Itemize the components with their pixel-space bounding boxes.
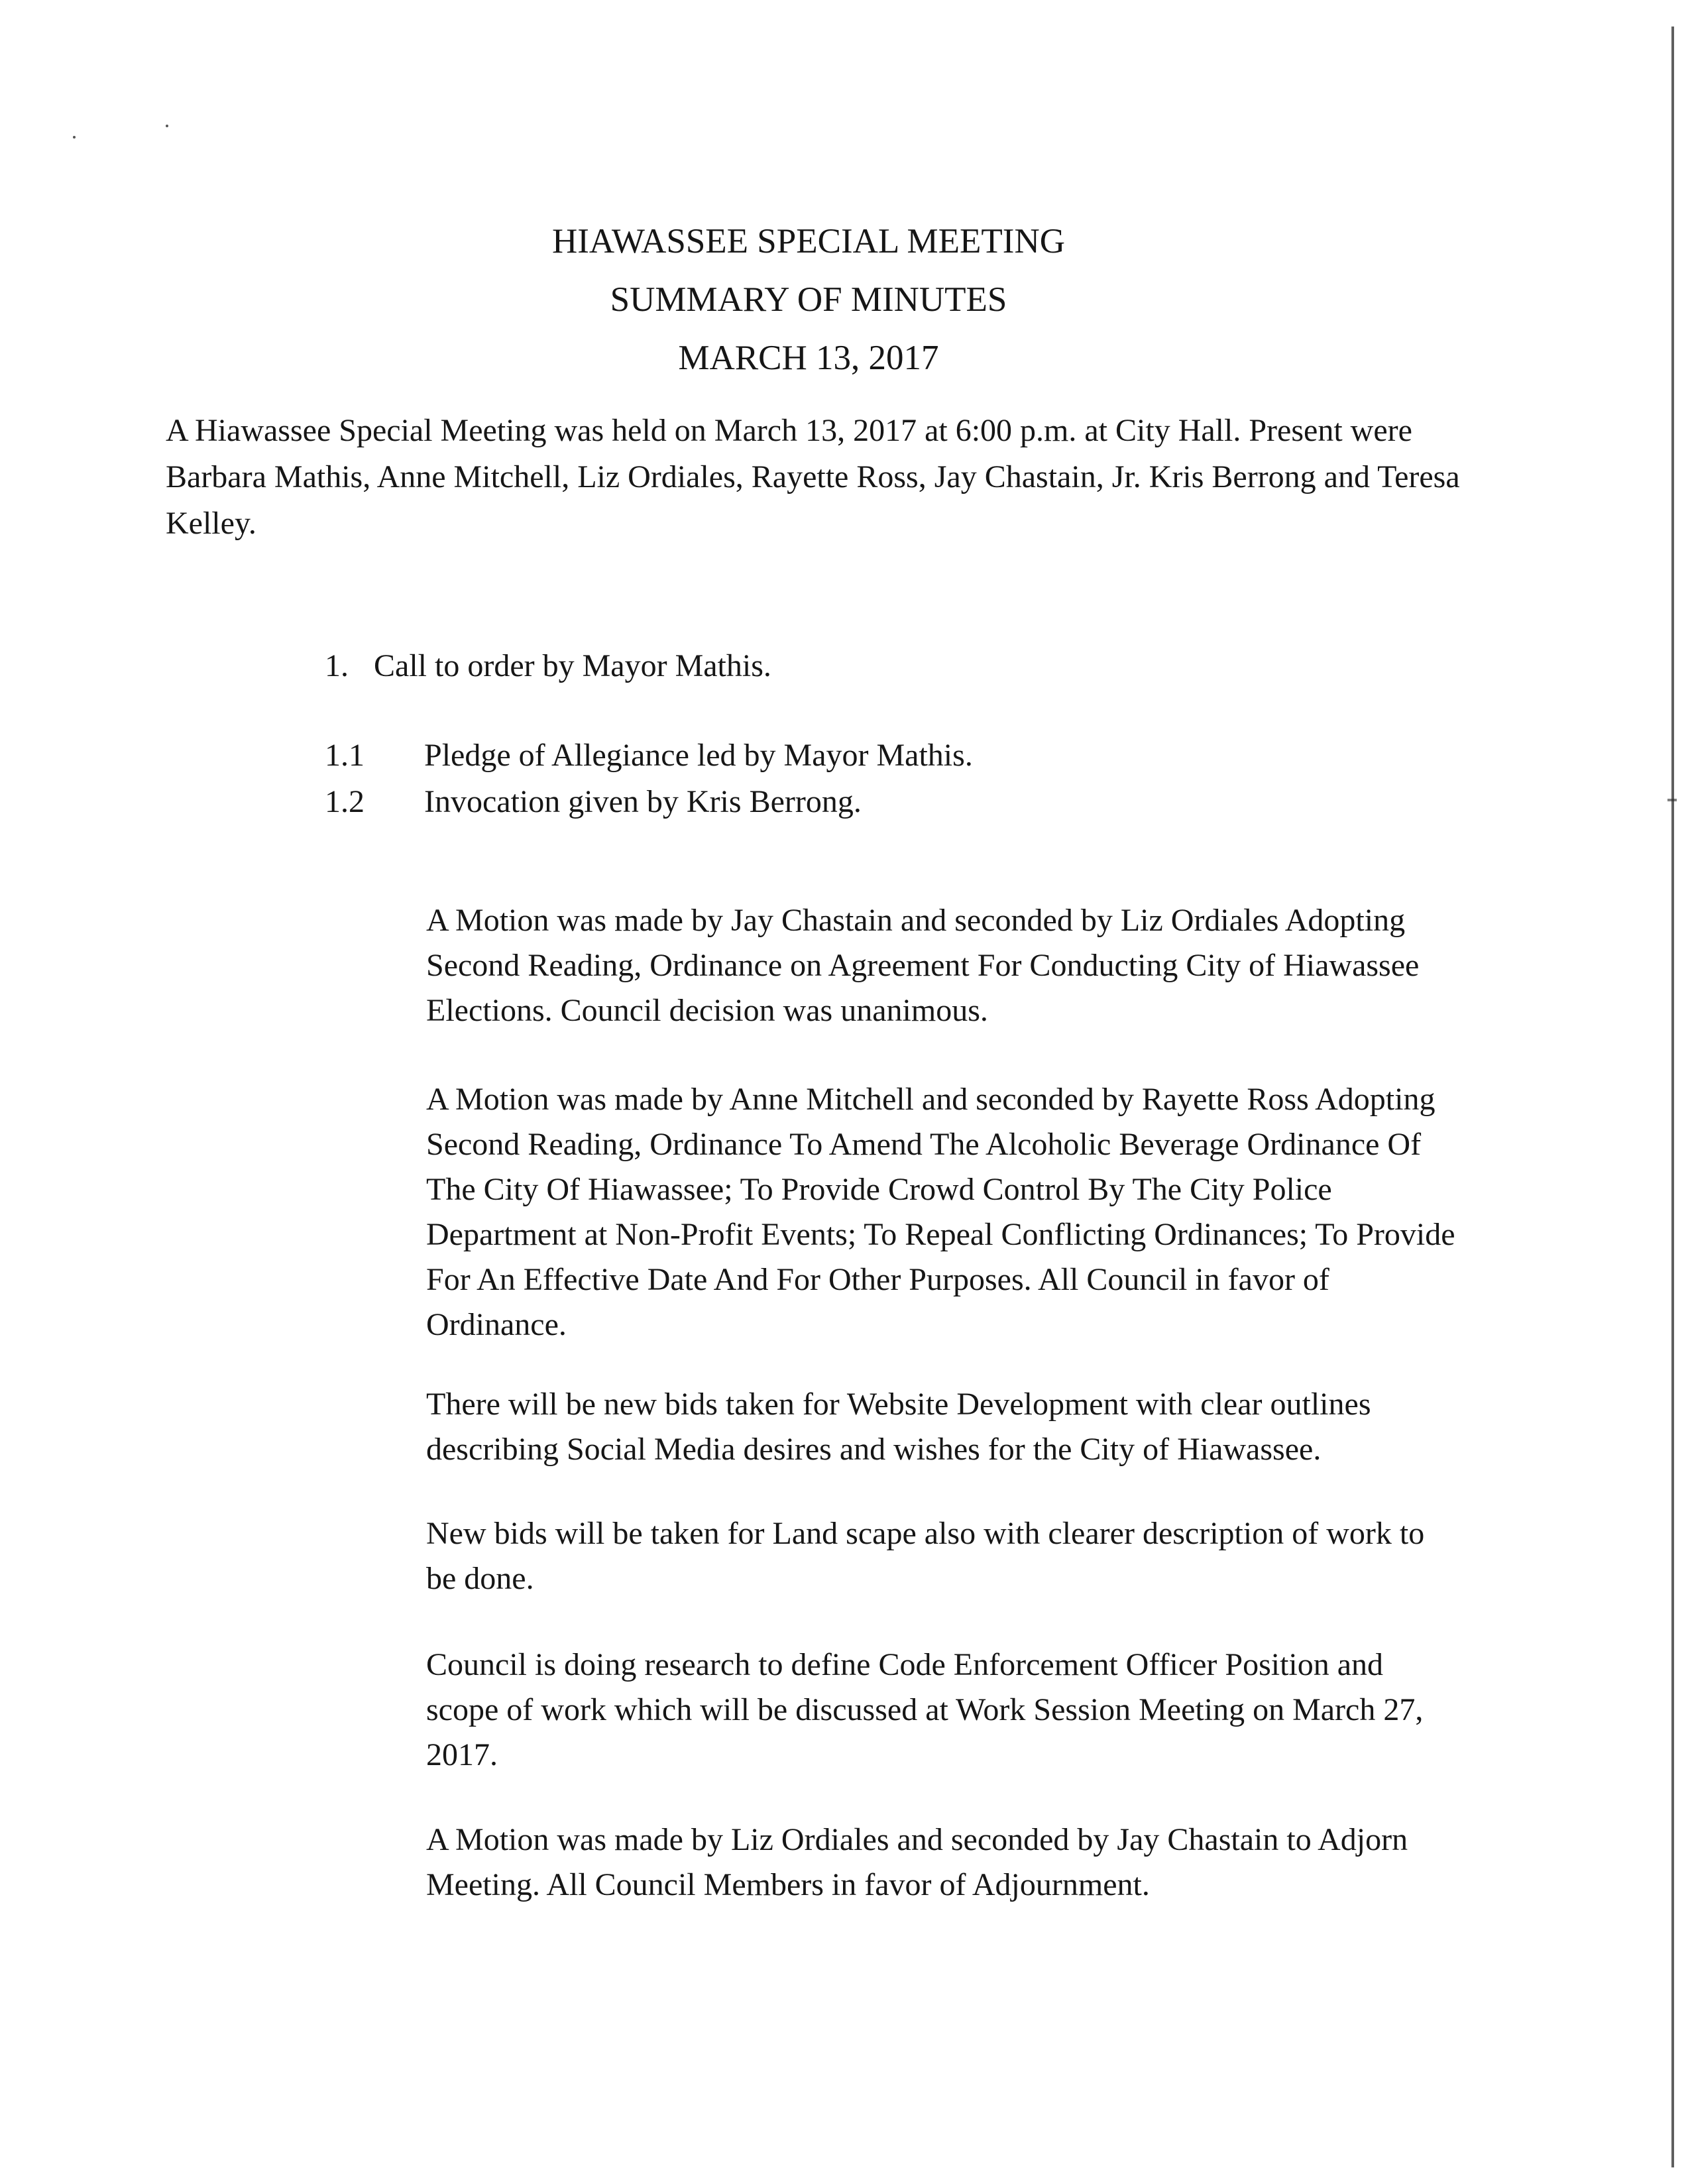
document-title xyxy=(0,212,1617,387)
agenda-item-text: Pledge of Allegiance led by Mayor Mathis. xyxy=(424,738,973,773)
motion-alcoholic-beverage-ordinance: A Motion was made by Anne Mitchell and seconded by Rayette Ross Adopting Second Reading, Ordinance To Amend The Alcoholic Beverage Ordinance Of The City Of Hiawassee; To Provide Crowd Control By The City Police Department at Non-Profit Events; To Repeal Conflicting Ordinances; To Provide For An Effective Date And For Other Purposes. All Council in favor of Ordinance. xyxy=(426,1082,1455,1342)
agenda-item-call-to-order xyxy=(325,643,1451,689)
scan-edge-line xyxy=(1671,27,1674,2167)
intro-paragraph: A Hiawassee Special Meeting was held on March 13, 2017 at 6:00 p.m. at City Hall. Present were Barbara Mathis, Anne Mitchell, Liz Ordiales, Rayette Ross, Jay Chastain, Jr. Kris Berrong and Teresa Kelley. xyxy=(166,413,1460,541)
note-code-enforcement: Council is doing research to define Code Enforcement Officer Position and scope of work which will be discussed at Work Session Meeting on March 27, 2017. xyxy=(426,1647,1424,1772)
scan-speck xyxy=(166,125,168,127)
agenda-item-number: 1.2 xyxy=(325,784,365,819)
agenda-item-pledge xyxy=(325,732,1451,779)
title-line-meeting: HIAWASSEE SPECIAL MEETING xyxy=(551,222,1066,260)
title-line-summary: SUMMARY OF MINUTES xyxy=(610,280,1007,319)
agenda-item-number: 1.1 xyxy=(325,738,365,773)
title-line-date: MARCH 13, 2017 xyxy=(678,339,939,377)
agenda-item-text: Invocation given by Kris Berrong. xyxy=(424,784,862,819)
agenda-item-invocation xyxy=(325,779,1451,825)
agenda-item-number: 1. xyxy=(325,648,349,683)
agenda-item-text: Call to order by Mayor Mathis. xyxy=(374,648,771,683)
motion-adjourn: A Motion was made by Liz Ordiales and seconded by Jay Chastain to Adjorn Meeting. All Council Members in favor of Adjournment. xyxy=(426,1822,1408,1902)
scan-speck xyxy=(73,136,76,139)
motion-elections-ordinance: A Motion was made by Jay Chastain and seconded by Liz Ordiales Adopting Second Reading, Ordinance on Agreement For Conducting City of Hiawassee Elections. Council decision was unanimous. xyxy=(426,903,1420,1028)
note-landscape-bids: New bids will be taken for Land scape also with clearer description of work to be done. xyxy=(426,1516,1425,1596)
scan-edge-tick xyxy=(1667,799,1677,801)
note-website-bids: There will be new bids taken for Website Development with clear outlines describing Social Media desires and wishes for the City of Hiawassee. xyxy=(426,1387,1371,1467)
